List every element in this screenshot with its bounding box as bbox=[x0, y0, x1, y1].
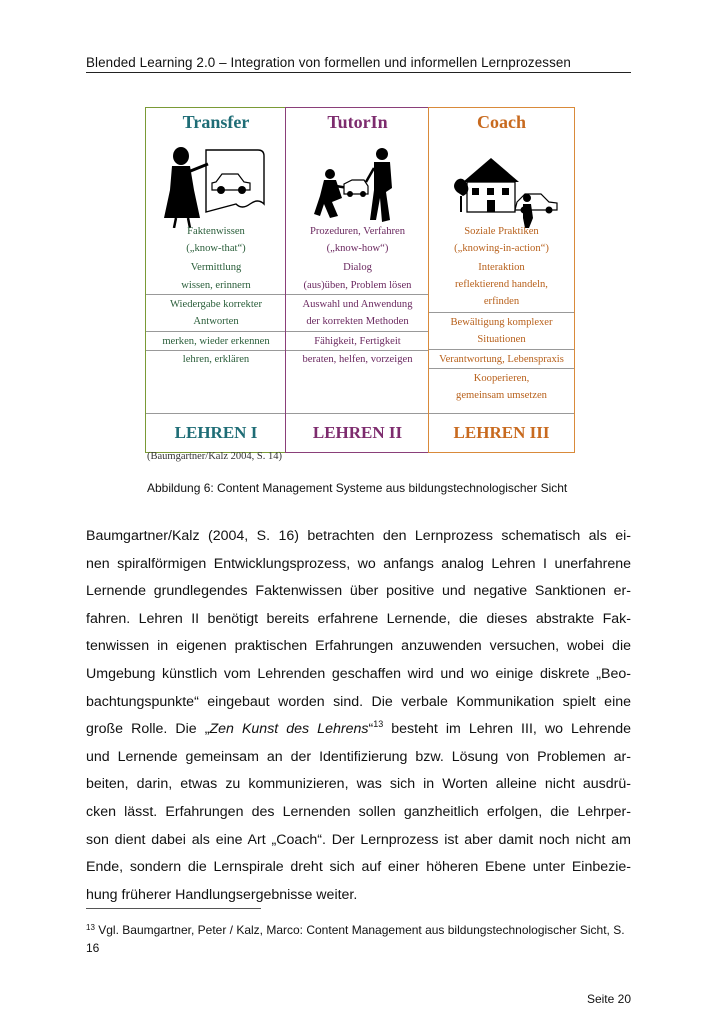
table-cell bbox=[286, 294, 429, 331]
footnote-rule bbox=[86, 908, 261, 909]
footnote-ref[interactable]: 13 bbox=[373, 719, 384, 730]
header-rule bbox=[86, 72, 631, 73]
lehren-label: LEHREN I bbox=[146, 413, 286, 452]
table-cell bbox=[146, 350, 286, 387]
house-car-illustration bbox=[429, 142, 574, 228]
cell-line: Auswahl und Anwendung bbox=[302, 299, 413, 310]
text-line: fahren. Lehren II benötigt bereits erfahrene Lernende, die dieses abstrakte Fak- bbox=[86, 610, 631, 627]
lehren-figure bbox=[145, 107, 575, 451]
table-cell bbox=[429, 258, 574, 276]
table-cell bbox=[429, 222, 574, 258]
text-line: Umgebung künstlich vom Lehrenden geschaffen wird und wo einige diskrete „Beo- bbox=[86, 665, 631, 682]
cell-line: Kooperieren, bbox=[473, 373, 530, 384]
cell-line: der korrekten Methoden bbox=[306, 316, 409, 327]
table-cell bbox=[429, 312, 574, 349]
cell-line: Prozeduren, Verfahren bbox=[309, 226, 406, 237]
figure-column-transfer bbox=[145, 107, 286, 453]
table-cell bbox=[286, 331, 429, 350]
text-line: Ende, sondern die Lernspirale dreht sich auf einer höheren Ebene unter Einbezie- bbox=[86, 859, 631, 876]
text-segment: besteht im Lehren III, wo Lehrende bbox=[383, 721, 631, 738]
page-number: Seite 20 bbox=[586, 992, 631, 1006]
table-cell bbox=[286, 276, 429, 294]
column-title-tutor: TutorIn bbox=[327, 112, 388, 132]
book-title: Zen Kunst des Lehrens bbox=[209, 721, 369, 738]
figure-caption: Abbildung 6: Content Management Systeme aus bildungstechnologischer Sicht bbox=[147, 481, 568, 495]
table-cell bbox=[146, 276, 286, 294]
text-line: hung früherer Handlungsergebnisse weiter. bbox=[86, 886, 358, 903]
cell-line: reflektierend handeln, bbox=[455, 279, 548, 290]
text-line: beiten, darin, etwas zu kommunizieren, was sich in Worten alleine nicht ausdrü- bbox=[86, 776, 631, 793]
text-line: cken lässt. Erfahrungen des Lernenden sollen ganzheitlich erfolgen, die Lehrper- bbox=[86, 803, 631, 820]
text-line bbox=[86, 716, 631, 744]
figure-source: (Baumgartner/Kalz 2004, S. 14) bbox=[147, 451, 283, 462]
cell-line: Soziale Praktiken bbox=[464, 226, 539, 237]
cell-line: gemeinsam umsetzen bbox=[456, 390, 547, 401]
text-line: Baumgartner/Kalz (2004, S. 16) betrachten den Lernprozess schematisch als ei- bbox=[86, 528, 631, 544]
cell-line: wissen, erinnern bbox=[181, 279, 251, 291]
text-line: son dient dabei als eine Art „Coach“. Der Lernprozess ist aber damit noch nicht am bbox=[86, 831, 631, 848]
text-line: nen spiralförmigen Entwicklungsprozess, wo anfangs analog Lehren I unerfahrene bbox=[86, 555, 631, 572]
cell-line: Dialog bbox=[343, 261, 372, 273]
text-line: Lernende grundlegendes Faktenwissen über positive und negative Sanktionen er- bbox=[86, 583, 631, 600]
cell-line: Verantwortung, Lebenspraxis bbox=[439, 353, 564, 365]
lehren-label: LEHREN II bbox=[286, 413, 429, 452]
table-cell bbox=[146, 294, 286, 331]
table-cell bbox=[286, 350, 429, 387]
table-cell bbox=[286, 258, 429, 276]
lehren-label: LEHREN III bbox=[429, 413, 574, 452]
cell-line: erfinden bbox=[483, 296, 520, 307]
cell-line: Situationen bbox=[477, 334, 526, 345]
table-cell bbox=[429, 349, 574, 368]
cell-line: beraten, helfen, vorzeigen bbox=[302, 354, 413, 365]
figure-column-tutor bbox=[285, 107, 429, 453]
cell-line: Interaktion bbox=[478, 261, 525, 273]
cell-line: („knowing-in-action“) bbox=[454, 243, 549, 254]
column-title-transfer: Transfer bbox=[182, 112, 250, 132]
text-segment: “ bbox=[368, 721, 374, 738]
text-line: und Lernende gemeinsam an der Identifizierung bzw. Lösung von Problemen ar- bbox=[86, 748, 631, 765]
table-cell bbox=[146, 331, 286, 350]
figure-column-coach bbox=[428, 107, 575, 453]
cell-line: Wiedergabe korrekter bbox=[169, 299, 263, 310]
table-cell bbox=[286, 222, 429, 258]
cell-line: Vermittlung bbox=[190, 261, 242, 273]
cell-line: (aus)üben, Problem lösen bbox=[303, 279, 412, 291]
cell-line: merken, wieder erkennen bbox=[162, 335, 270, 347]
footnote-text: Vgl. Baumgartner, Peter / Kalz, Marco: Content Management aus bildungstechnologischer Sicht, S. 16 bbox=[86, 923, 625, 955]
cell-line: Bewältigung komplexer bbox=[450, 317, 553, 328]
footnote bbox=[86, 921, 631, 957]
teacher-board-illustration bbox=[146, 142, 286, 228]
table-cell bbox=[146, 258, 286, 276]
cell-line: Faktenwissen bbox=[187, 226, 245, 237]
column-title-coach: Coach bbox=[477, 112, 526, 132]
body-paragraph bbox=[86, 523, 631, 909]
footnote-number: 13 bbox=[86, 923, 95, 932]
running-header: Blended Learning 2.0 – Integration von formellen und informellen Lernprozessen bbox=[86, 55, 571, 70]
table-cell bbox=[429, 276, 574, 312]
table-cell bbox=[146, 222, 286, 258]
cell-line: („know-how“) bbox=[326, 243, 389, 254]
cell-line: („know-that“) bbox=[186, 243, 246, 254]
cell-line: lehren, erklären bbox=[182, 354, 250, 365]
cell-line: Antworten bbox=[193, 316, 239, 327]
table-cell bbox=[429, 368, 574, 405]
mechanic-illustration bbox=[286, 142, 429, 228]
text-line: tenwissen in eigenen praktischen Erfahrungen anzuwenden versuchen, wobei die bbox=[86, 638, 631, 655]
cell-line: Fähigkeit, Fertigkeit bbox=[314, 335, 401, 347]
text-line: bachtungspunkte“ eingebaut worden sind. Die verbale Kommunikation spielt eine bbox=[86, 693, 631, 710]
text-segment: große Rolle. Die „ bbox=[86, 721, 210, 738]
